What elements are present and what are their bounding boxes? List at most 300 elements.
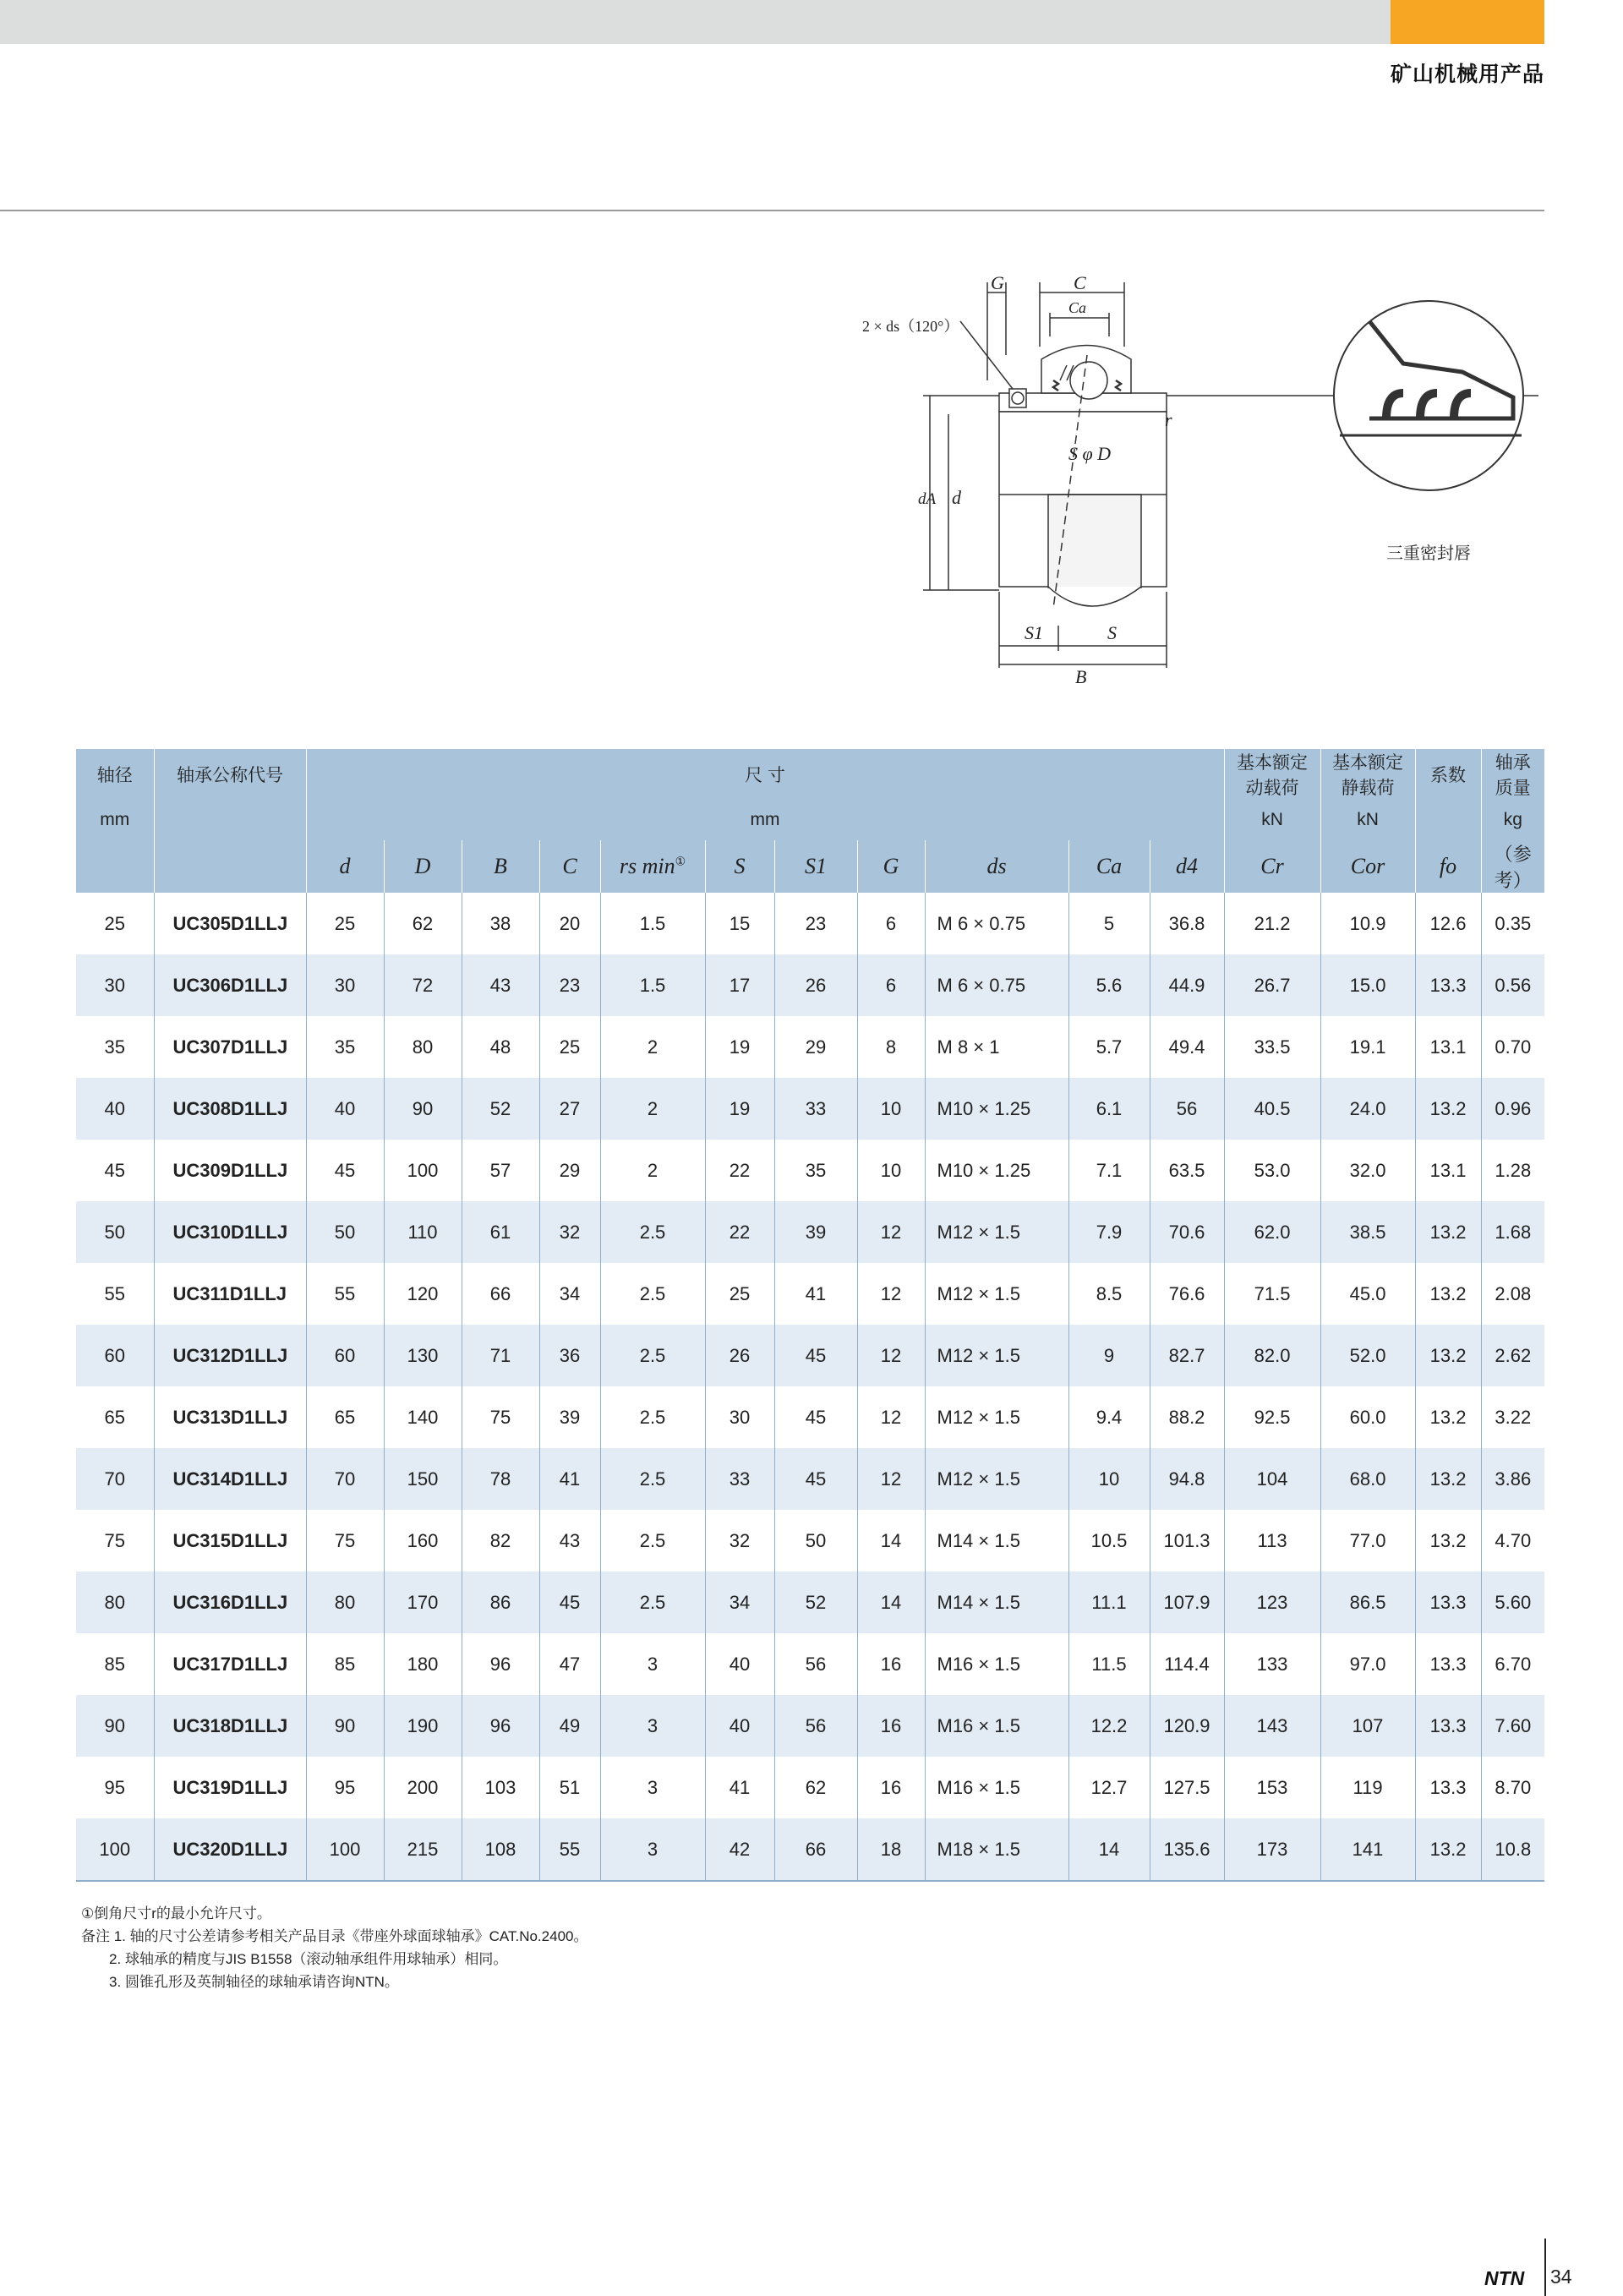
- cell-d: 55: [306, 1263, 384, 1325]
- cell-f0: 13.3: [1415, 1695, 1481, 1757]
- sym-C: C: [539, 840, 600, 893]
- footnotes: [81, 1902, 587, 1993]
- cell-rs: 3: [600, 1633, 705, 1695]
- cell-ds: M12 × 1.5: [925, 1325, 1068, 1386]
- table-row: [76, 1201, 1544, 1263]
- cell-Cr: 40.5: [1224, 1078, 1320, 1140]
- cell-D: 110: [384, 1201, 462, 1263]
- sym-d4: d4: [1150, 840, 1224, 893]
- cell-Cr: 26.7: [1224, 954, 1320, 1016]
- head-cor-l2: 静载荷: [1341, 779, 1395, 798]
- label-ds-hole: 2 × ds（120°）: [862, 318, 959, 335]
- cell-B: 96: [462, 1695, 539, 1757]
- cell-ds: M12 × 1.5: [925, 1386, 1068, 1448]
- cell-f0: 13.2: [1415, 1201, 1481, 1263]
- cell-Cor: 38.5: [1320, 1201, 1415, 1263]
- cell-shaft: 95: [104, 1776, 125, 1798]
- cell-shaft: 50: [76, 1201, 154, 1263]
- cell-ds: M10 × 1.25: [925, 1078, 1068, 1140]
- cell-Cor: 141: [1320, 1818, 1415, 1881]
- cell-d4: 114.4: [1150, 1633, 1224, 1695]
- cell-Cr: 173: [1224, 1818, 1320, 1881]
- cell-d4: 56: [1150, 1078, 1224, 1140]
- cell-Ca: 10: [1068, 1448, 1150, 1510]
- table-row: [76, 1695, 1544, 1757]
- table-row: [76, 1818, 1544, 1881]
- cell-code: UC313D1LLJ: [154, 1386, 306, 1448]
- table-row: [76, 1078, 1544, 1140]
- section-tab: [1391, 0, 1544, 44]
- cell-Cor: 19.1: [1320, 1016, 1415, 1078]
- head-cr-l1: 基本额定: [1237, 753, 1309, 773]
- cell-mass: 0.96: [1481, 1078, 1544, 1140]
- cell-Cor: 77.0: [1320, 1510, 1415, 1572]
- cell-Cor: 24.0: [1320, 1078, 1415, 1140]
- cell-G: 12: [857, 1386, 925, 1448]
- cell-G: 6: [857, 954, 925, 1016]
- cell-f0: 13.3: [1415, 1757, 1481, 1818]
- cell-G: 12: [857, 1325, 925, 1386]
- cell-Ca: 5.7: [1068, 1016, 1150, 1078]
- cell-code: UC310D1LLJ: [154, 1201, 306, 1263]
- cell-mass: 2.08: [1481, 1263, 1544, 1325]
- cell-shaft: 100: [76, 1818, 154, 1881]
- cell-d: 25: [306, 893, 384, 954]
- cell-Ca: 5.6: [1068, 954, 1150, 1016]
- cell-d4: 82.7: [1150, 1325, 1224, 1386]
- cell-mass: 5.60: [1481, 1572, 1544, 1633]
- cell-B: 48: [462, 1016, 539, 1078]
- cell-S1: 45: [774, 1386, 857, 1448]
- cell-S1: 56: [774, 1633, 857, 1695]
- table-row: [76, 1448, 1544, 1510]
- cell-C: 39: [539, 1386, 600, 1448]
- cell-d: 75: [306, 1510, 384, 1572]
- cell-S1: 26: [774, 954, 857, 1016]
- label-r: r: [1165, 409, 1172, 430]
- cell-d4: 49.4: [1150, 1016, 1224, 1078]
- cell-S: 40: [705, 1633, 774, 1695]
- cell-code: UC320D1LLJ: [154, 1818, 306, 1881]
- cell-S: 19: [705, 1078, 774, 1140]
- cell-code: UC307D1LLJ: [154, 1016, 306, 1078]
- cell-Cor: 52.0: [1320, 1325, 1415, 1386]
- cell-f0: 13.1: [1415, 1140, 1481, 1201]
- cell-Ca: 6.1: [1068, 1078, 1150, 1140]
- cell-Cor: 15.0: [1320, 954, 1415, 1016]
- cell-S: 32: [705, 1510, 774, 1572]
- cell-B: 38: [462, 893, 539, 954]
- cell-Ca: 14: [1068, 1818, 1150, 1881]
- cell-G: 12: [857, 1201, 925, 1263]
- sym-ds: ds: [925, 840, 1068, 893]
- cell-d4: 76.6: [1150, 1263, 1224, 1325]
- cell-D: 80: [384, 1016, 462, 1078]
- cell-B: 96: [462, 1633, 539, 1695]
- cell-code: UC315D1LLJ: [154, 1510, 306, 1572]
- header-divider: [0, 210, 1544, 211]
- page-number: 34: [1550, 2266, 1572, 2288]
- cell-S: 15: [705, 893, 774, 954]
- cell-C: 45: [539, 1572, 600, 1633]
- cell-shaft: 90: [76, 1695, 154, 1757]
- cell-Cor: 86.5: [1320, 1572, 1415, 1633]
- cell-S1: 56: [774, 1695, 857, 1757]
- cell-Ca: 11.1: [1068, 1572, 1150, 1633]
- sym-Cor: Cor: [1320, 840, 1415, 893]
- cell-G: 8: [857, 1016, 925, 1078]
- cell-C: 41: [539, 1448, 600, 1510]
- cell-d4: 44.9: [1150, 954, 1224, 1016]
- cell-shaft: 80: [76, 1572, 154, 1633]
- head-code: 轴承公称代号: [154, 749, 306, 800]
- cell-C: 49: [539, 1695, 600, 1757]
- cell-Cor: 10.9: [1320, 893, 1415, 954]
- cell-Ca: 7.1: [1068, 1140, 1150, 1201]
- cell-C: 32: [539, 1201, 600, 1263]
- head-cr: [1224, 749, 1320, 800]
- cell-G: 12: [857, 1448, 925, 1510]
- cell-mass: 6.70: [1481, 1633, 1544, 1695]
- cell-code: UC306D1LLJ: [154, 954, 306, 1016]
- cell-B: 66: [462, 1263, 539, 1325]
- cell-C: 47: [539, 1633, 600, 1695]
- cell-d4: 88.2: [1150, 1386, 1224, 1448]
- page-separator: [1544, 2239, 1546, 2296]
- cell-d: 35: [306, 1016, 384, 1078]
- cell-mass: 2.62: [1481, 1325, 1544, 1386]
- cell-mass: 1.28: [1481, 1140, 1544, 1201]
- cell-code: UC305D1LLJ: [154, 893, 306, 954]
- cell-rs: 2: [600, 1140, 705, 1201]
- cell-D: 170: [384, 1572, 462, 1633]
- cell-shaft: 35: [104, 1036, 125, 1058]
- table-row: [76, 1016, 1544, 1078]
- table-row: [76, 1263, 1544, 1325]
- cell-S1: 52: [774, 1572, 857, 1633]
- cell-d: 45: [306, 1140, 384, 1201]
- cell-ds: M16 × 1.5: [925, 1633, 1068, 1695]
- unit-mass: kg: [1481, 800, 1544, 840]
- cell-f0: 13.2: [1415, 1078, 1481, 1140]
- cell-C: 25: [539, 1016, 600, 1078]
- cell-Cor: 32.0: [1320, 1140, 1415, 1201]
- cell-S1: 45: [774, 1325, 857, 1386]
- cell-Cr: 133: [1224, 1633, 1320, 1695]
- cell-code: UC318D1LLJ: [154, 1695, 306, 1757]
- cell-Cr: 21.2: [1224, 893, 1320, 954]
- head-mass-l1: 轴承: [1495, 753, 1531, 773]
- cell-f0: 13.3: [1415, 1572, 1481, 1633]
- cell-D: 130: [384, 1325, 462, 1386]
- cell-C: 36: [539, 1325, 600, 1386]
- label-ca: Ca: [1068, 299, 1087, 316]
- cell-ds: M16 × 1.5: [925, 1757, 1068, 1818]
- label-c: C: [1074, 272, 1086, 293]
- cell-B: 52: [462, 1078, 539, 1140]
- head-cr-l2: 动载荷: [1245, 779, 1299, 798]
- cell-S: 33: [705, 1448, 774, 1510]
- cell-mass: 0.56: [1481, 954, 1544, 1016]
- cell-D: 160: [384, 1510, 462, 1572]
- cell-S: 26: [705, 1325, 774, 1386]
- cell-code: UC308D1LLJ: [154, 1078, 306, 1140]
- cell-rs: 2: [600, 1016, 705, 1078]
- cell-B: 108: [462, 1818, 539, 1881]
- cell-ds: M12 × 1.5: [925, 1448, 1068, 1510]
- cell-d: 50: [306, 1201, 384, 1263]
- cell-ds: M16 × 1.5: [925, 1695, 1068, 1757]
- head-mass-l2: 质量: [1495, 779, 1531, 798]
- table-row: [76, 1757, 1544, 1818]
- cell-B: 61: [462, 1201, 539, 1263]
- cell-rs: 2.5: [600, 1263, 705, 1325]
- cell-C: 43: [539, 1510, 600, 1572]
- cell-ds: M10 × 1.25: [925, 1140, 1068, 1201]
- cell-G: 14: [857, 1572, 925, 1633]
- cell-Ca: 12.2: [1068, 1695, 1150, 1757]
- cell-S: 25: [705, 1263, 774, 1325]
- brand-logo: NTN: [1484, 2267, 1525, 2289]
- sym-ref: （参考）: [1481, 840, 1544, 893]
- cell-S1: 33: [774, 1078, 857, 1140]
- cell-D: 100: [384, 1140, 462, 1201]
- cell-B: 57: [462, 1140, 539, 1201]
- label-b: B: [1075, 666, 1087, 687]
- cell-B: 82: [462, 1510, 539, 1572]
- cell-C: 29: [539, 1140, 600, 1201]
- cell-Cr: 62.0: [1224, 1201, 1320, 1263]
- cell-ds: M 8 × 1: [925, 1016, 1068, 1078]
- cell-shaft: 70: [76, 1448, 154, 1510]
- cell-S1: 29: [774, 1016, 857, 1078]
- cell-G: 16: [857, 1633, 925, 1695]
- cell-Cr: 123: [1224, 1572, 1320, 1633]
- cell-Cr: 92.5: [1224, 1386, 1320, 1448]
- cell-G: 14: [857, 1510, 925, 1572]
- unit-cor: kN: [1320, 800, 1415, 840]
- cell-f0: 13.2: [1415, 1818, 1481, 1881]
- table-row: [76, 1572, 1544, 1633]
- cell-B: 75: [462, 1386, 539, 1448]
- cell-D: 180: [384, 1633, 462, 1695]
- cell-d: 65: [306, 1386, 384, 1448]
- sym-B: B: [462, 840, 539, 893]
- cell-S1: 66: [774, 1818, 857, 1881]
- cell-S: 30: [705, 1386, 774, 1448]
- cell-D: 120: [384, 1263, 462, 1325]
- cell-D: 190: [384, 1695, 462, 1757]
- cell-code: UC316D1LLJ: [154, 1572, 306, 1633]
- cell-C: 27: [539, 1078, 600, 1140]
- cell-B: 43: [462, 954, 539, 1016]
- cell-G: 12: [857, 1263, 925, 1325]
- cell-S1: 23: [774, 893, 857, 954]
- label-s: S: [1107, 622, 1117, 643]
- cell-C: 23: [539, 954, 600, 1016]
- note-1: 备注 1. 轴的尺寸公差请参考相关产品目录《带座外球面球轴承》CAT.No.2400。: [81, 1928, 588, 1944]
- cell-Cr: 71.5: [1224, 1263, 1320, 1325]
- cell-d4: 120.9: [1150, 1695, 1224, 1757]
- sym-fo: fo: [1415, 840, 1481, 893]
- cell-rs: 2: [600, 1078, 705, 1140]
- cell-d4: 127.5: [1150, 1757, 1224, 1818]
- head-dims: 尺 寸: [306, 749, 1224, 800]
- cell-Cr: 104: [1224, 1448, 1320, 1510]
- cell-d: 60: [306, 1325, 384, 1386]
- cell-S: 34: [705, 1572, 774, 1633]
- cell-C: 34: [539, 1263, 600, 1325]
- cell-S: 40: [705, 1695, 774, 1757]
- cell-ds: M12 × 1.5: [925, 1201, 1068, 1263]
- cell-f0: 13.1: [1415, 1016, 1481, 1078]
- cell-G: 10: [857, 1078, 925, 1140]
- cell-mass: 3.86: [1481, 1448, 1544, 1510]
- label-da: dA: [918, 490, 937, 508]
- cell-Ca: 11.5: [1068, 1633, 1150, 1695]
- cell-f0: 13.2: [1415, 1325, 1481, 1386]
- cell-Ca: 9.4: [1068, 1386, 1150, 1448]
- cell-mass: 0.35: [1481, 893, 1544, 954]
- cell-mass: 10.8: [1481, 1818, 1544, 1881]
- cell-ds: M 6 × 0.75: [925, 954, 1068, 1016]
- sym-rs: [600, 840, 705, 893]
- cell-ds: M14 × 1.5: [925, 1572, 1068, 1633]
- cell-code: UC311D1LLJ: [154, 1263, 306, 1325]
- cell-Cor: 107: [1320, 1695, 1415, 1757]
- seal-caption: 三重密封唇: [1386, 544, 1471, 563]
- cell-rs: 3: [600, 1757, 705, 1818]
- cell-S1: 35: [774, 1140, 857, 1201]
- sym-rs-mark: ①: [675, 856, 686, 869]
- cell-D: 72: [384, 954, 462, 1016]
- cell-S1: 41: [774, 1263, 857, 1325]
- sym-Cr: Cr: [1224, 840, 1320, 893]
- cell-shaft: 60: [76, 1325, 154, 1386]
- cell-D: 62: [384, 893, 462, 954]
- cell-Cr: 82.0: [1224, 1325, 1320, 1386]
- cell-ds: M12 × 1.5: [925, 1263, 1068, 1325]
- table-row: [76, 954, 1544, 1016]
- cell-d4: 36.8: [1150, 893, 1224, 954]
- cell-Cr: 153: [1224, 1757, 1320, 1818]
- cell-Ca: 8.5: [1068, 1263, 1150, 1325]
- cell-S: 42: [705, 1818, 774, 1881]
- unit-shaft: mm: [76, 800, 154, 840]
- cell-Cor: 68.0: [1320, 1448, 1415, 1510]
- cell-S: 19: [705, 1016, 774, 1078]
- cell-rs: 1.5: [600, 893, 705, 954]
- cell-d: 70: [306, 1448, 384, 1510]
- cell-d4: 70.6: [1150, 1201, 1224, 1263]
- spec-table-body: [76, 893, 1544, 1881]
- cell-Cor: 97.0: [1320, 1633, 1415, 1695]
- cell-mass: 7.60: [1481, 1695, 1544, 1757]
- cell-G: 6: [857, 893, 925, 954]
- cell-f0: 13.2: [1415, 1386, 1481, 1448]
- cell-f0: 13.2: [1415, 1448, 1481, 1510]
- note-chamfer: ①倒角尺寸r的最小允许尺寸。: [81, 1905, 271, 1922]
- cell-code: UC314D1LLJ: [154, 1448, 306, 1510]
- sym-G: G: [857, 840, 925, 893]
- cell-Cr: 113: [1224, 1510, 1320, 1572]
- cell-shaft: 30: [76, 954, 154, 1016]
- cell-f0: 13.3: [1415, 1633, 1481, 1695]
- cell-Ca: 9: [1068, 1325, 1150, 1386]
- cell-code: UC317D1LLJ: [154, 1633, 306, 1695]
- cell-G: 16: [857, 1757, 925, 1818]
- cell-Cr: 53.0: [1224, 1140, 1320, 1201]
- head-f0: 系数: [1415, 749, 1481, 800]
- table-row: [76, 1510, 1544, 1572]
- note-2: 2. 球轴承的精度与JIS B1558（滚动轴承组件用球轴承）相同。: [81, 1951, 508, 1967]
- cell-Ca: 12.7: [1068, 1757, 1150, 1818]
- cell-D: 200: [384, 1757, 462, 1818]
- cell-d: 80: [306, 1572, 384, 1633]
- cell-B: 71: [462, 1325, 539, 1386]
- cell-S1: 62: [774, 1757, 857, 1818]
- cell-S1: 45: [774, 1448, 857, 1510]
- note-3: 3. 圆锥孔形及英制轴径的球轴承请咨询NTN。: [81, 1974, 399, 1990]
- cell-code: UC319D1LLJ: [154, 1757, 306, 1818]
- cell-B: 78: [462, 1448, 539, 1510]
- table-row: [76, 1140, 1544, 1201]
- bearing-diagram: [845, 271, 1538, 710]
- cell-ds: M18 × 1.5: [925, 1818, 1068, 1881]
- sym-Ca: Ca: [1068, 840, 1150, 893]
- cell-d4: 94.8: [1150, 1448, 1224, 1510]
- cell-C: 51: [539, 1757, 600, 1818]
- cell-mass: 0.70: [1481, 1016, 1544, 1078]
- cell-C: 55: [539, 1818, 600, 1881]
- cell-rs: 2.5: [600, 1386, 705, 1448]
- label-d: d: [952, 487, 961, 508]
- cell-d4: 135.6: [1150, 1818, 1224, 1881]
- cell-rs: 2.5: [600, 1510, 705, 1572]
- cell-S1: 39: [774, 1201, 857, 1263]
- cell-Ca: 7.9: [1068, 1201, 1150, 1263]
- cell-d: 90: [306, 1695, 384, 1757]
- cell-Cr: 33.5: [1224, 1016, 1320, 1078]
- cell-d: 100: [306, 1818, 384, 1881]
- cell-f0: 13.2: [1415, 1263, 1481, 1325]
- head-cor-l1: 基本额定: [1332, 753, 1404, 773]
- cell-Ca: 5: [1068, 893, 1150, 954]
- sym-D: D: [384, 840, 462, 893]
- cell-rs: 2.5: [600, 1201, 705, 1263]
- cell-S: 22: [705, 1201, 774, 1263]
- head-shaft: 轴径: [76, 749, 154, 800]
- spec-table: [76, 749, 1544, 1882]
- cell-rs: 2.5: [600, 1448, 705, 1510]
- cell-d: 95: [306, 1757, 384, 1818]
- cell-shaft: 65: [104, 1406, 125, 1428]
- cell-shaft: 40: [76, 1078, 154, 1140]
- cell-Cor: 119: [1320, 1757, 1415, 1818]
- cell-f0: 13.2: [1415, 1510, 1481, 1572]
- cell-D: 150: [384, 1448, 462, 1510]
- sym-S1: S1: [774, 840, 857, 893]
- cell-d: 40: [306, 1078, 384, 1140]
- cell-shaft: 55: [104, 1282, 125, 1304]
- cell-code: UC309D1LLJ: [154, 1140, 306, 1201]
- cell-d: 85: [306, 1633, 384, 1695]
- table-row: [76, 1325, 1544, 1386]
- cell-mass: 8.70: [1481, 1757, 1544, 1818]
- cell-shaft: 85: [104, 1653, 125, 1675]
- table-row: [76, 893, 1544, 954]
- cell-D: 140: [384, 1386, 462, 1448]
